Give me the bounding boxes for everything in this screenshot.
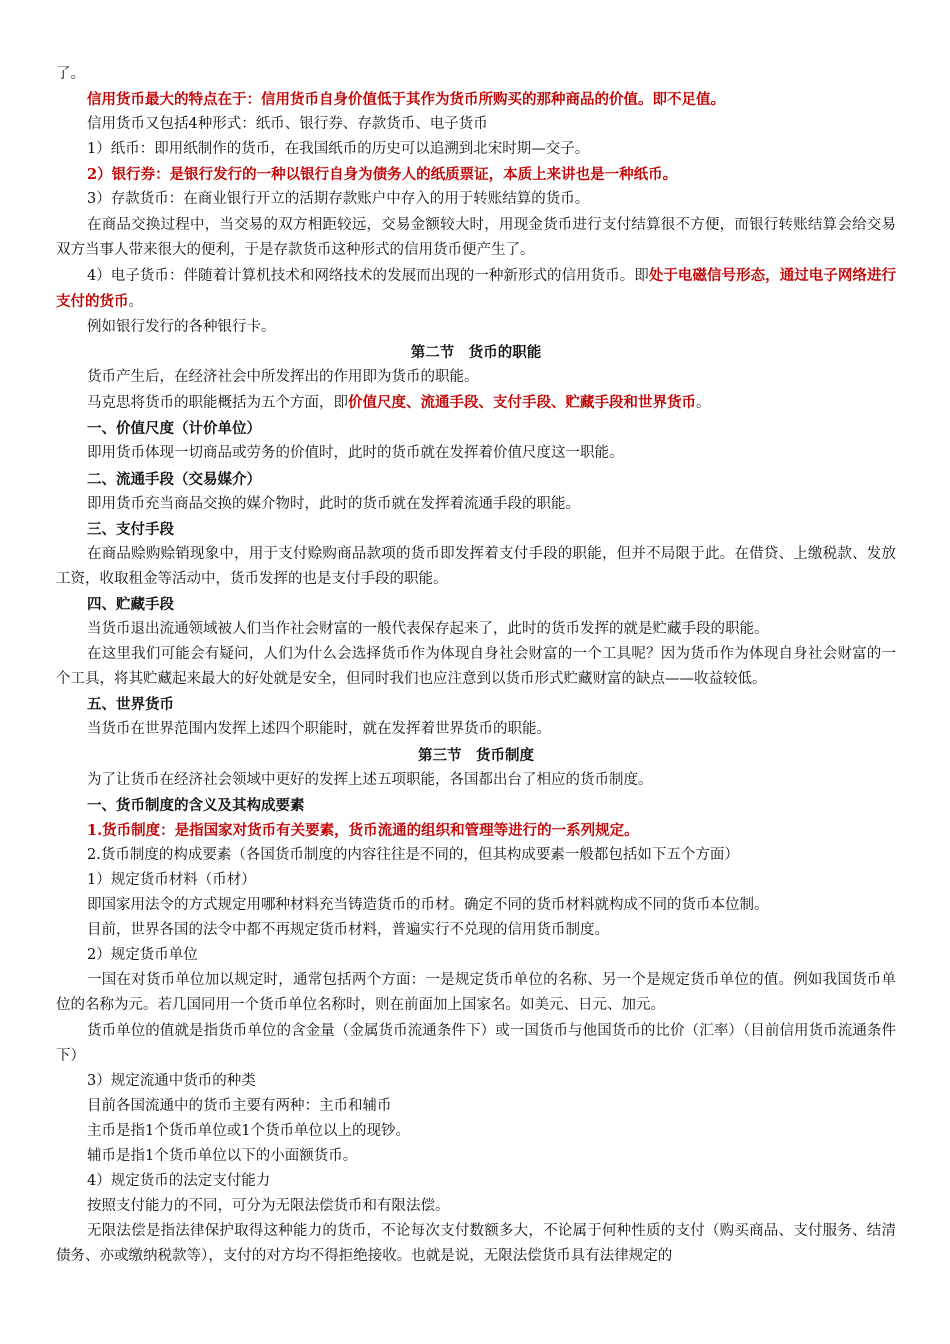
paragraph: 即用货币充当商品交换的媒介物时，此时的货币就在发挥着流通手段的职能。 bbox=[87, 495, 580, 512]
subheading: 一、价值尺度（计价单位） bbox=[87, 420, 261, 438]
paragraph: 即用货币体现一切商品或劳务的价值时，此时的货币就在发挥着价值尺度这一职能。 bbox=[87, 445, 624, 462]
paragraph-text: 。 bbox=[128, 293, 143, 310]
paragraph: 3）存款货币：在商业银行开立的活期存款账户中存入的用于转账结算的货币。 bbox=[87, 191, 590, 208]
paragraph: 当货币在世界范围内发挥上述四个职能时，就在发挥着世界货币的职能。 bbox=[87, 721, 551, 738]
paragraph: 当货币退出流通领域被人们当作社会财富的一般代表保存起来了，此时的货币发挥的就是贮藏手段的职能。 bbox=[87, 621, 769, 638]
paragraph: 1）纸币：即用纸制作的货币，在我国纸币的历史可以追溯到北宋时期—交子。 bbox=[87, 141, 590, 158]
paragraph bbox=[56, 390, 896, 416]
paragraph: 在商品赊购赊销现象中，用于支付赊购商品款项的货币即发挥着支付手段的职能，但并不局限于此。在借贷、上缴税款、发放工资，收取租金等活动中，货币发挥的也是支付手段的职能。 bbox=[56, 545, 896, 587]
highlight-paragraph: 1.货币制度：是指国家对货币有关要素，货币流通的组织和管理等进行的一系列规定。 bbox=[87, 821, 639, 839]
highlight-paragraph: 2）银行券：是银行发行的一种以银行自身为债务人的纸质票证，本质上来讲也是一种纸币。 bbox=[87, 166, 678, 184]
subheading: 二、流通手段（交易媒介） bbox=[87, 470, 261, 488]
paragraph: 为了让货币在经济社会领域中更好的发挥上述五项职能，各国都出台了相应的货币制度。 bbox=[87, 771, 653, 788]
paragraph: 在商品交换过程中，当交易的双方相距较远，交易金额较大时，用现金货币进行支付结算很不方便，而银行转账结算会给交易双方当事人带来很大的便利，于是存款货币这种形式的信用货币便产生了。 bbox=[56, 216, 896, 258]
subheading: 一、货币制度的含义及其构成要素 bbox=[87, 796, 305, 814]
paragraph: 货币产生后，在经济社会中所发挥出的作用即为货币的职能。 bbox=[87, 369, 479, 386]
section-heading: 第二节 货币的职能 bbox=[410, 344, 542, 362]
paragraph: 按照支付能力的不同，可分为无限法偿货币和有限法偿。 bbox=[87, 1198, 450, 1215]
paragraph bbox=[56, 263, 896, 315]
paragraph: 无限法偿是指法律保护取得这种能力的货币，不论每次支付数额多大，不论属于何种性质的支付（购买商品、支付服务、结清债务、亦或缴纳税款等），支付的对方均不得拒绝接收。也就是说，无限法偿货币具有法律规定的 bbox=[56, 1223, 896, 1265]
highlight-text: 处于电磁信号形态，通过电子网络进行支付的货币 bbox=[56, 266, 896, 310]
paragraph: 了。 bbox=[56, 66, 85, 82]
subheading: 四、贮藏手段 bbox=[87, 595, 174, 613]
paragraph: 主币是指1个货币单位或1个货币单位以上的现钞。 bbox=[87, 1122, 410, 1139]
paragraph: 货币单位的值就是指货币单位的含金量（金属货币流通条件下）或一国货币与他国货币的比价（汇率）（目前信用货币流通条件下） bbox=[56, 1022, 896, 1064]
highlight-text: 价值尺度、流通手段、支付手段、贮藏手段和世界货币 bbox=[348, 394, 696, 412]
subheading: 三、支付手段 bbox=[87, 520, 174, 538]
subheading: 五、世界货币 bbox=[87, 696, 174, 714]
document-page bbox=[56, 62, 896, 1270]
paragraph: 即国家用法令的方式规定用哪种材料充当铸造货币的币材。确定不同的货币材料就构成不同的货币本位制。 bbox=[87, 897, 769, 914]
paragraph: 辅币是指1个货币单位以下的小面额货币。 bbox=[87, 1148, 358, 1165]
paragraph: 目前，世界各国的法令中都不再规定货币材料，普遍实行不兑现的信用货币制度。 bbox=[87, 922, 609, 939]
paragraph: 1）规定货币材料（币材） bbox=[87, 872, 256, 888]
paragraph: 在这里我们可能会有疑问，人们为什么会选择货币作为体现自身社会财富的一个工具呢？因为货币作为体现自身社会财富的一个工具，将其贮藏起来最大的好处就是安全，但同时我们也应注意到以货币形式贮藏财富的缺点——收益较低。 bbox=[56, 646, 896, 688]
paragraph: 2）规定货币单位 bbox=[87, 947, 198, 964]
paragraph: 信用货币又包括4种形式：纸币、银行券、存款货币、电子货币 bbox=[87, 116, 488, 133]
paragraph: 例如银行发行的各种银行卡。 bbox=[87, 318, 276, 335]
paragraph: 4）规定货币的法定支付能力 bbox=[87, 1173, 271, 1190]
paragraph: 目前各国流通中的货币主要有两种：主币和辅币 bbox=[87, 1097, 392, 1114]
section-heading: 第三节 货币制度 bbox=[418, 746, 534, 764]
paragraph-text: 4）电子货币：伴随着计算机技术和网络技术的发展而出现的一种新形式的信用货币。即 bbox=[87, 267, 649, 284]
paragraph-text: 马克思将货币的职能概括为五个方面，即 bbox=[87, 395, 348, 412]
paragraph: 3）规定流通中货币的种类 bbox=[87, 1072, 256, 1089]
highlight-paragraph: 信用货币最大的特点在于：信用货币自身价值低于其作为货币所购买的那种商品的价值。即不足值。 bbox=[87, 91, 725, 109]
paragraph-text: 。 bbox=[696, 395, 711, 412]
paragraph: 一国在对货币单位加以规定时，通常包括两个方面：一是规定货币单位的名称、另一个是规定货币单位的值。例如我国货币单位的名称为元。若几国同用一个货币单位名称时，则在前面加上国家名。如美元、日元、加元。 bbox=[56, 972, 896, 1014]
paragraph: 2.货币制度的构成要素（各国货币制度的内容往往是不同的，但其构成要素一般都包括如下五个方面） bbox=[87, 846, 739, 863]
